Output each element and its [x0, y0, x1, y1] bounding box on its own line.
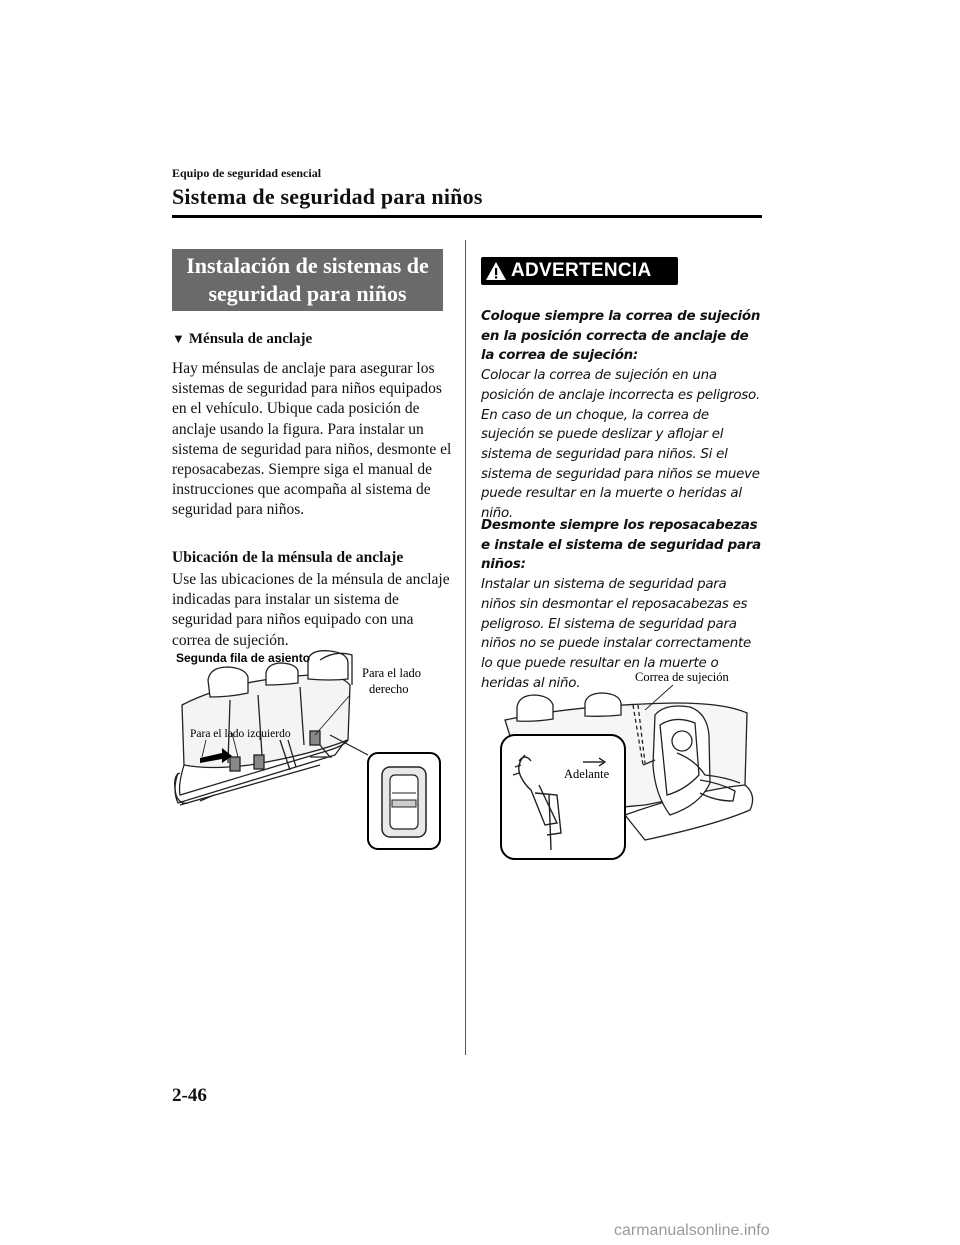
paragraph-anchor-intro: Hay ménsulas de anclaje para asegurar los sistemas de seguridad para niños equipados en el vehículo. Ubique cada posición de anclaje usando la figura. Para instalar un sistema de seguridad para niños, desmonte el reposacabezas. Siempre siga el manual de instrucciones que acompaña al sistema de seguridad para niños.: [172, 360, 452, 519]
page-number: 2-46: [172, 1085, 207, 1106]
warning-strap-text: Colocar la correa de sujeción en una posición de anclaje incorrecta es peligroso. En caso de un choque, la correa de sujeción se puede deslizar y aflojar el sistema de seguridad para niños. Si el sistema de seguridad para niños se mueve puede resultar en la muerte o heridas al niño.: [481, 368, 760, 522]
label-left-side: Para el lado izquierdo: [190, 728, 291, 740]
column-divider: [465, 240, 466, 1055]
paragraph-anchor-location: Use las ubicaciones de la ménsula de anclaje indicadas para instalar un sistema de seguridad para niños equipado con una correa de sujeción.: [172, 571, 450, 649]
warning-label: ADVERTENCIA: [511, 260, 652, 281]
label-second-row: Segunda fila de asiento: [176, 651, 311, 665]
section-heading-line1: Instalación de sistemas de: [186, 253, 429, 278]
location-title: Ubicación de la ménsula de anclaje: [172, 549, 404, 566]
warning-headrest-text: Instalar un sistema de seguridad para niños sin desmontar el reposacabezas es peligroso. El sistema de seguridad para niños no se puede instalar correctamente lo que puede resultar en la muerte o heridas al niño.: [481, 577, 751, 691]
section-heading-line2: seguridad para niños: [208, 281, 407, 306]
warning-badge: [481, 257, 678, 285]
subheading-text: Ménsula de anclaje: [188, 331, 313, 347]
section-heading: [172, 249, 443, 311]
triangle-down-icon: ▼: [172, 331, 185, 346]
warning-strap-heading: Coloque siempre la correa de sujeción en la posición correcta de anclaje de la correa de sujeción:: [481, 309, 761, 364]
tether-strap-figure: [495, 665, 765, 865]
label-forward: Adelante: [564, 767, 610, 781]
warning-headrest-heading: Desmonte siempre los reposacabezas e instale el sistema de seguridad para niños:: [481, 518, 761, 573]
watermark: carmanualsonline.info: [614, 1222, 770, 1239]
section-label: Equipo de seguridad esencial: [172, 166, 322, 180]
rear-seat-figure: [170, 645, 450, 860]
label-tether-strap: Correa de sujeción: [635, 670, 729, 684]
title-rule: [172, 215, 762, 218]
warning-triangle-icon: [481, 257, 511, 285]
label-right-side-line2: derecho: [369, 682, 409, 696]
subheading: [172, 331, 312, 348]
page-title: Sistema de seguridad para niños: [172, 184, 483, 209]
label-right-side-line1: Para el lado: [362, 666, 422, 680]
warning-block-strap: [481, 307, 763, 524]
